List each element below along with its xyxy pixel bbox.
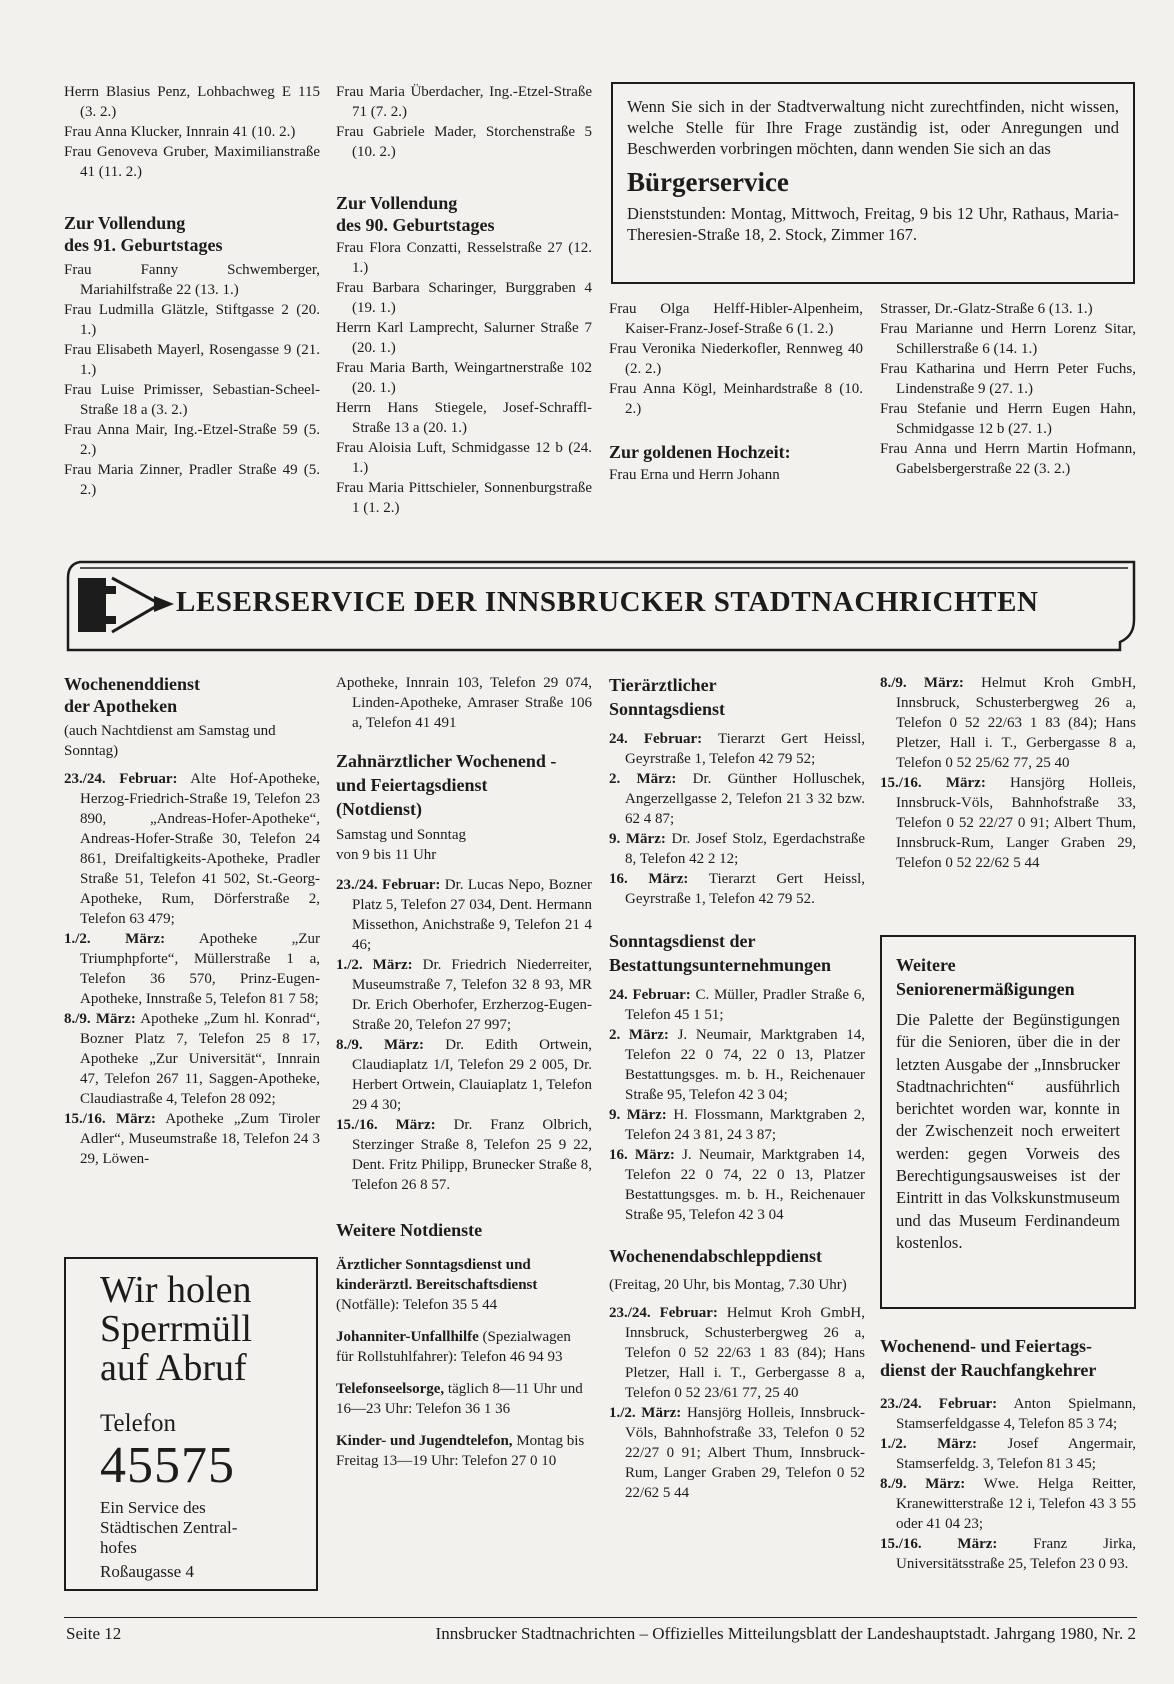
list-item (609, 1105, 865, 1145)
sperrmuell-service-line: Städtischen Zentral- (100, 1518, 238, 1537)
entry-date: 23./24. Februar: (336, 877, 441, 893)
section-subtitle: Samstag und Sonntag (336, 827, 466, 843)
list-item: Frau Elisabeth Mayerl, Rosengasse 9 (21. 1.) (64, 342, 320, 378)
pencil-arrow-icon (72, 566, 182, 646)
entry-text: Helmut Kroh GmbH, Innsbruck, Schusterbergweg 26 a, Telefon 0 52 22/63 1 83 (84); Hans Pletzer, Hall i. T., Gerbergasse 8 a, Telefon 0 52 25/62 77, 25 40 (896, 675, 1137, 771)
list-item (64, 929, 320, 1009)
list-item: Frau Anna Mair, Ing.-Etzel-Straße 59 (5. 2.) (64, 422, 320, 458)
entry-date: 15./16. März: (880, 1536, 998, 1552)
sperrmuell-service-line: hofes (100, 1538, 137, 1557)
list-item: Herrn Karl Lamprecht, Salurner Straße 7 (20. 1.) (336, 320, 592, 356)
section-heading: des 91. Geburtstages (64, 235, 223, 255)
entry-text: Alte Hof-Apotheke, Herzog-Friedrich-Straße 19, Telefon 23 890, „Andreas-Hofer-Apotheke“, Andreas-Hofer-Straße 30, Telefon 24 861, Dreifaltigkeits-Apotheke, Pradler Straße 51, Telefon 41 502, St.-Georg-Apotheke, Rum, Dörferstraße 2, Telefon 63 479; (80, 771, 320, 927)
sperrmuell-service (100, 1498, 282, 1558)
list-item (64, 1109, 320, 1169)
entry-text: Dr. Edith Ortwein, Claudiaplatz 1/I, Telefon 29 2 005, Dr. Herbert Ortwein, Clauiaplatz 1, Telefon 29 4 30; (352, 1037, 593, 1113)
section-heading: der Apotheken (64, 696, 178, 716)
list-item: Frau Maria Pittschieler, Sonnenburgstraße 1 (1. 2.) (336, 480, 592, 516)
entry-text: Josef Angermair, Stamserfeldg. 3, Telefon 81 3 45; (896, 1436, 1137, 1472)
section-heading: Zahnärztlicher Wochenend - (336, 751, 557, 771)
entry-text: Tierarzt Gert Heissl, Geyrstraße 1, Telefon 42 79 52. (625, 871, 866, 907)
entry-text: Helmut Kroh GmbH, Innsbruck, Schusterbergweg 26 a, Telefon 0 52 22/63 1 83 (84); Hans Pletzer, Hall i. T., Gerbergasse 8 a, Telefon 0 52 23/61 77, 25 40 (625, 1305, 866, 1401)
apotheken-section (64, 673, 320, 1169)
list-item: Frau Anna Klucker, Innrain 41 (10. 2.) (64, 124, 296, 140)
list-item-continued: Apotheke, Innrain 103, Telefon 29 074, Linden-Apotheke, Amraser Straße 106 a, Telefon 41 491 (336, 675, 592, 731)
buergerservice-hours: Dienststunden: Montag, Mittwoch, Freitag, 9 bis 12 Uhr, Rathaus, Maria-Theresien-Straße 18, 2. Stock, Zimmer 167. (627, 204, 1119, 244)
top-column-1 (64, 82, 320, 500)
list-item (880, 773, 1136, 873)
section-heading: Weitere (896, 955, 956, 975)
entry-date: 23./24. Februar: (880, 1396, 998, 1412)
list-item: Frau Maria Barth, Weingartnerstraße 102 (20. 1.) (336, 360, 592, 396)
list-item (609, 1025, 865, 1105)
senioren-text: Die Palette der Begünstigungen für die Senioren, über die in der letzten Ausgabe der „Innsbrucker Stadtnachrichten“ ausführlich berichtet worden war, konnte in der Zwischenzeit noch erweitert werden: gegen Vorweis des Berechtigungsausweises ist der Eintritt in das Volkskunstmuseum und das Museum Ferdinandeum kostenlos. (896, 1010, 1120, 1252)
list-item (336, 1379, 592, 1419)
list-item: Frau Fanny Schwemberger, Mariahilfstraße 22 (13. 1.) (64, 262, 320, 298)
tieraerzte-section (609, 673, 865, 1503)
list-item (609, 729, 865, 769)
section-heading: Zur Vollendung (64, 213, 186, 233)
entry-date: 8./9. März: (64, 1011, 136, 1027)
section-heading: des 90. Geburtstages (336, 215, 495, 235)
entry-label: Johanniter-Unfallhilfe (336, 1329, 479, 1345)
banner-title: LESERSERVICE DER INNSBRUCKER STADTNACHRICHTEN (176, 586, 1039, 618)
list-item (880, 1474, 1136, 1534)
entry-date: 24. Februar: (609, 731, 703, 747)
list-item (336, 1035, 592, 1115)
entry-text: täglich 8—11 Uhr und 16—23 Uhr: Telefon 36 1 36 (336, 1381, 583, 1417)
list-item (336, 955, 592, 1035)
list-item: Strasser, Dr.-Glatz-Straße 6 (13. 1.) (880, 301, 1093, 317)
entry-date: 15./16. März: (64, 1111, 156, 1127)
publication-line: Innsbrucker Stadtnachrichten – Offizielles Mitteilungsblatt der Landeshauptstadt. Jahrgang 1980, Nr. 2 (435, 1624, 1136, 1643)
entry-text: Wwe. Helga Reitter, Kranewitterstraße 12 i, Telefon 43 3 55 oder 41 04 23; (896, 1476, 1136, 1532)
section-heading: Tierärztlicher (609, 675, 717, 695)
buergerservice-title: Bürgerservice (627, 167, 789, 197)
list-item (609, 1303, 865, 1403)
top-column-3 (609, 299, 863, 485)
list-item (880, 1534, 1136, 1574)
list-item (880, 673, 1136, 773)
entry-date: 16. März: (609, 871, 689, 887)
list-item: Frau Aloisia Luft, Schmidgasse 12 b (24. 1.) (336, 440, 592, 476)
entry-date: 8./9. März: (880, 675, 964, 691)
list-item (880, 1394, 1136, 1434)
list-item: Herrn Hans Stiegele, Josef-Schraffl-Straße 13 a (20. 1.) (336, 400, 592, 436)
list-item: Frau Anna Kögl, Meinhardstraße 8 (10. 2.) (609, 381, 863, 417)
list-item (336, 1115, 592, 1195)
entry-date: 23./24. Februar: (64, 771, 178, 787)
list-item: Frau Luise Primisser, Sebastian-Scheel-Straße 18 a (3. 2.) (64, 382, 320, 418)
section-heading: Wochenenddienst (64, 674, 201, 694)
list-item: Frau Katharina und Herrn Peter Fuchs, Lindenstraße 9 (27. 1.) (880, 361, 1136, 397)
entry-date: 16. März: (609, 1147, 675, 1163)
section-heading: Sonntagsdienst (609, 699, 726, 719)
list-item (336, 1327, 592, 1367)
list-item (336, 875, 592, 955)
entry-date: 15./16. März: (336, 1117, 436, 1133)
section-heading: Bestattungsunternehmungen (609, 955, 832, 975)
entry-text: Dr. Franz Olbrich, Sterzinger Straße 8, Telefon 25 9 22, Dent. Fritz Philipp, Brunecker Straße 8, Telefon 26 8 57. (352, 1117, 592, 1193)
entry-text: Apotheke „Zum Tiroler Adler“, Museumstraße 18, Telefon 24 3 29, Löwen- (80, 1111, 320, 1167)
list-item (609, 829, 865, 869)
section-heading: (Notdienst) (336, 799, 422, 819)
list-item: Frau Maria Überdacher, Ing.-Etzel-Straße 71 (7. 2.) (336, 84, 592, 120)
entry-date: 9. März: (609, 1107, 667, 1123)
entry-label: Ärztlicher Sonntagsdienst und kinderärztl. Bereitschaftsdienst (336, 1257, 538, 1293)
list-item: Frau Marianne und Herrn Lorenz Sitar, Schillerstraße 6 (14. 1.) (880, 321, 1136, 357)
page-number: Seite 12 (66, 1624, 122, 1643)
entry-date: 2. März: (609, 771, 677, 787)
entry-date: 8./9. März: (336, 1037, 424, 1053)
entry-text: J. Neumair, Marktgraben 14, Telefon 22 0 74, 22 0 13, Platzer Bestattungsges. m. b. H., Reichenauer Straße 95, Telefon 42 3 04 (625, 1147, 866, 1223)
sperrmuell-title (100, 1271, 282, 1388)
entry-text: (Notfälle): Telefon 35 5 44 (336, 1297, 498, 1313)
entry-date: 2. März: (609, 1027, 669, 1043)
list-item: Frau Ludmilla Glätzle, Stiftgasse 2 (20. 1.) (64, 302, 320, 338)
list-item (609, 1145, 865, 1225)
list-item (609, 869, 865, 909)
entry-date: 23./24. Februar: (609, 1305, 718, 1321)
section-heading: Zur Vollendung (336, 193, 458, 213)
list-item: Frau Maria Zinner, Pradler Straße 49 (5. 2.) (64, 462, 320, 498)
rauchfang-section (880, 1334, 1136, 1574)
list-item (336, 1431, 592, 1471)
section-subtitle: (auch Nachtdienst am Samstag und Sonntag) (64, 723, 276, 759)
entry-date: 1./2. März: (880, 1436, 978, 1452)
sperrmuell-tel-label: Telefon (100, 1410, 176, 1437)
list-item (64, 769, 320, 929)
section-heading: und Feiertagsdienst (336, 775, 488, 795)
top-column-2 (336, 82, 592, 518)
list-item (609, 769, 865, 829)
top-column-4 (880, 299, 1136, 479)
list-item: Frau Olga Helff-Hibler-Alpenheim, Kaiser-Franz-Josef-Straße 6 (1. 2.) (609, 301, 863, 337)
entry-text: Dr. Friedrich Niederreiter, Museumstraße 7, Telefon 32 8 93, MR Dr. Erich Oberhofer, Erzherzog-Eugen-Straße 20, Telefon 27 997; (352, 957, 592, 1033)
senioren-box (880, 935, 1136, 1309)
entry-text: J. Neumair, Marktgraben 14, Telefon 22 0 74, 22 0 13, Platzer Bestattungsges. m. b. H., Reichenauer Straße 95, Telefon 42 3 04; (625, 1027, 866, 1103)
leserservice-banner (64, 558, 1137, 652)
entry-text: Montag bis Freitag 13—19 Uhr: Telefon 27 0 10 (336, 1433, 585, 1469)
sperrmuell-title-line: Wir holen (100, 1269, 252, 1311)
entry-date: 9. März: (609, 831, 666, 847)
sperrmuell-address: Roßaugasse 4 (100, 1562, 194, 1581)
entry-text: (Spezialwagen für Rollstuhlfahrer): Telefon 46 94 93 (336, 1329, 571, 1365)
entry-text: Apotheke „Zur Triumphpforte“, Müllerstraße 1 a, Telefon 36 570, Prinz-Eugen-Apotheke, Innstraße 5, Telefon 81 7 58; (80, 931, 320, 1007)
entry-date: 1./2. März: (336, 957, 413, 973)
entry-text: H. Flossmann, Marktgraben 2, Telefon 24 3 81, 24 3 87; (625, 1107, 866, 1143)
sperrmuell-service-line: Ein Service des (100, 1498, 206, 1517)
section-heading: Wochenend- und Feiertags- (880, 1336, 1093, 1356)
entry-date: 1./2. März: (64, 931, 166, 947)
entry-text: Dr. Josef Stolz, Egerdachstraße 8, Telefon 42 2 12; (625, 831, 866, 867)
section-heading: dienst der Rauchfangkehrer (880, 1360, 1097, 1380)
section-heading: Sonntagsdienst der (609, 931, 756, 951)
sperrmuell-title-line: Sperrmüll (100, 1308, 252, 1350)
entry-text: Dr. Günther Holluschek, Angerzellgasse 2, Telefon 21 3 32 bzw. 62 4 87; (625, 771, 865, 827)
list-item (880, 1434, 1136, 1474)
section-heading: Wochenendabschleppdienst (609, 1246, 823, 1266)
sperrmuell-number: 45575 (100, 1437, 235, 1494)
section-subtitle: von 9 bis 11 Uhr (336, 847, 437, 863)
list-item: Frau Gabriele Mader, Storchenstraße 5 (10. 2.) (336, 124, 592, 160)
list-item: Herrn Blasius Penz, Lohbachweg E 115 (3. 2.) (64, 84, 320, 120)
list-item: Frau Genoveva Gruber, Maximilianstraße 41 (11. 2.) (64, 144, 320, 180)
section-heading: Zur goldenen Hochzeit: (609, 442, 791, 462)
section-heading: Seniorenermäßigungen (896, 979, 1075, 999)
sperrmuell-box (64, 1257, 318, 1591)
entry-date: 1./2. März: (609, 1405, 682, 1421)
entry-text: Tierarzt Gert Heissl, Geyrstraße 1, Telefon 42 79 52; (625, 731, 865, 767)
list-item: Frau Stefanie und Herrn Eugen Hahn, Schmidgasse 12 b (27. 1.) (880, 401, 1136, 437)
zahnaerzte-section (336, 673, 592, 1471)
buergerservice-box (611, 82, 1135, 284)
entry-label: Telefonseelsorge, (336, 1381, 445, 1397)
sperrmuell-title-line: auf Abruf (100, 1347, 247, 1389)
entry-date: 15./16. März: (880, 775, 986, 791)
entry-text: Dr. Lucas Nepo, Bozner Platz 5, Telefon 27 034, Dent. Hermann Missethon, Anichstraße 9, Telefon 21 4 46; (352, 877, 593, 953)
entry-text: Hansjörg Holleis, Innsbruck-Völs, Bahnhofstraße 33, Telefon 0 52 22/27 0 91; Albert Thum, Innsbruck-Rum, Langer Graben 29, Telefon 0 52 22/62 5 44 (896, 775, 1136, 871)
entry-text: Anton Spielmann, Stamserfeldgasse 4, Telefon 85 3 74; (896, 1396, 1136, 1432)
entry-text: Hansjörg Holleis, Innsbruck-Völs, Bahnhofstraße 33, Telefon 0 52 22/27 0 91; Albert Thum, Innsbruck-Rum, Langer Graben 29, Telefon 0 52 22/62 5 44 (625, 1405, 866, 1501)
list-item: Frau Flora Conzatti, Resselstraße 27 (12. 1.) (336, 240, 592, 276)
entry-date: 8./9. März: (880, 1476, 966, 1492)
entry-label: Kinder- und Jugendtelefon, (336, 1433, 513, 1449)
entry-text: C. Müller, Pradler Straße 6, Telefon 45 1 51; (625, 987, 865, 1023)
entry-text: Apotheke „Zum hl. Konrad“, Bozner Platz 7, Telefon 25 8 17, Apotheke „Zur Universität“, Innrain 47, Telefon 267 11, Saggen-Apotheke, Claudiastraße 4, Telefon 28 092; (80, 1011, 320, 1107)
list-item (609, 985, 865, 1025)
footer-rule (64, 1617, 1137, 1618)
abschlepp-continued (880, 673, 1136, 873)
list-item (609, 1403, 865, 1503)
list-item (64, 1009, 320, 1109)
section-heading: Weitere Notdienste (336, 1220, 483, 1240)
entry-date: 24. Februar: (609, 987, 691, 1003)
list-item: Frau Erna und Herrn Johann (609, 467, 780, 483)
list-item: Frau Anna und Herrn Martin Hofmann, Gabelsbergerstraße 22 (3. 2.) (880, 441, 1136, 477)
list-item: Frau Barbara Scharinger, Burggraben 4 (19. 1.) (336, 280, 592, 316)
section-subtitle: (Freitag, 20 Uhr, bis Montag, 7.30 Uhr) (609, 1277, 847, 1293)
buergerservice-intro: Wenn Sie sich in der Stadtverwaltung nicht zurechtfinden, nicht wissen, welche Stelle für Ihre Frage zuständig ist, oder Anregungen und Beschwerden vorbringen möchten, dann wenden Sie sich an das (627, 97, 1119, 158)
list-item (336, 1255, 592, 1315)
list (64, 82, 320, 182)
entry-text: Franz Jirka, Universitätsstraße 25, Telefon 23 0 93. (896, 1536, 1136, 1572)
list-item: Frau Veronika Niederkofler, Rennweg 40 (2. 2.) (609, 341, 863, 377)
